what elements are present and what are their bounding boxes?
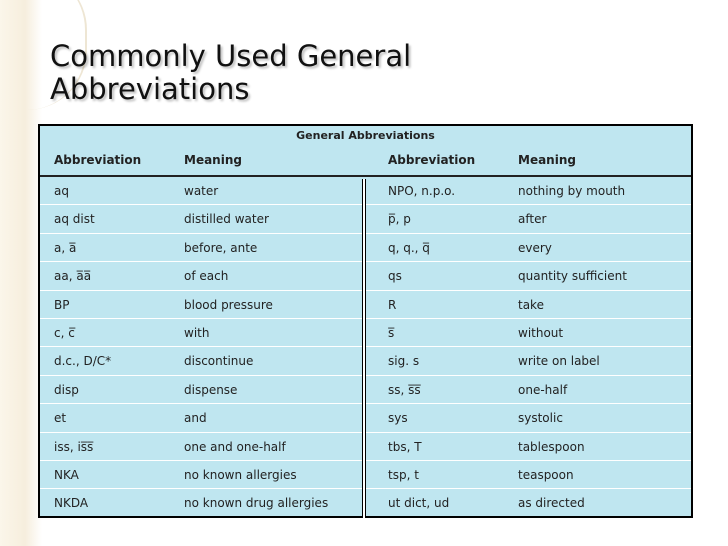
table-row xyxy=(366,376,691,404)
meaning-cell: of each xyxy=(184,269,229,284)
abbreviation-cell: R xyxy=(388,297,397,312)
meaning-cell: tablespoon xyxy=(518,439,585,454)
meaning-cell: no known allergies xyxy=(184,467,297,482)
abbreviation-cell: ss, s̅s̅ xyxy=(388,382,421,397)
abbreviation-cell: NPO, n.p.o. xyxy=(388,184,456,198)
table-row xyxy=(40,489,362,517)
table-row xyxy=(366,234,691,262)
abbreviation-cell: q, q., q̅ xyxy=(388,240,430,255)
table-body xyxy=(40,126,691,516)
table-row xyxy=(40,177,362,205)
table-left-half xyxy=(40,177,362,518)
abbreviation-cell: ut dict, ud xyxy=(388,496,450,511)
abbreviation-cell: BP xyxy=(54,297,70,312)
meaning-cell: distilled water xyxy=(184,212,269,227)
slide-title-line2: Abbreviations xyxy=(50,72,250,106)
meaning-cell: without xyxy=(518,325,564,340)
table-row xyxy=(366,262,691,290)
slide-title-line1: Commonly Used General xyxy=(50,39,412,73)
abbreviation-cell: sig. s xyxy=(388,354,420,369)
abbreviation-cell: s̅ xyxy=(388,325,395,340)
table-row xyxy=(366,347,691,375)
table-row xyxy=(366,205,691,233)
meaning-cell: blood pressure xyxy=(184,297,273,312)
table-row xyxy=(366,319,691,347)
meaning-cell: before, ante xyxy=(184,240,258,255)
abbreviation-cell: NKA xyxy=(54,467,79,482)
table-row xyxy=(40,404,362,432)
table-row xyxy=(40,319,362,347)
table-row xyxy=(40,262,362,290)
table-row xyxy=(40,433,362,461)
table-row xyxy=(40,234,362,262)
abbreviation-cell: aq xyxy=(54,184,69,198)
abbreviation-cell: c, c̅ xyxy=(54,325,75,340)
abbreviation-cell: tsp, t xyxy=(388,467,419,482)
meaning-cell: discontinue xyxy=(184,354,254,369)
abbreviations-table xyxy=(38,124,693,518)
abbreviation-cell: sys xyxy=(388,411,408,426)
abbreviation-cell: tbs, T xyxy=(388,439,422,454)
table-header-row xyxy=(40,146,691,177)
meaning-cell: dispense xyxy=(184,382,238,397)
table-row xyxy=(366,461,691,489)
meaning-cell: water xyxy=(184,184,219,198)
abbreviation-cell: aq dist xyxy=(54,212,95,227)
abbreviation-cell: et xyxy=(54,411,67,426)
abbreviation-cell: iss, is̅s̅ xyxy=(54,439,94,454)
meaning-cell: one-half xyxy=(518,382,568,397)
meaning-cell: one and one-half xyxy=(184,439,286,454)
table-row xyxy=(40,347,362,375)
table-row xyxy=(366,177,691,205)
meaning-cell: no known drug allergies xyxy=(184,496,329,511)
header-abbreviation-left: Abbreviation xyxy=(54,153,142,167)
table-caption: General Abbreviations xyxy=(296,129,435,142)
abbreviation-cell: aa, a̅a̅ xyxy=(54,269,92,284)
table-row xyxy=(40,461,362,489)
meaning-cell: and xyxy=(184,411,207,426)
table-row xyxy=(366,404,691,432)
meaning-cell: with xyxy=(184,325,210,340)
abbreviation-cell: NKDA xyxy=(54,496,89,511)
table-row xyxy=(40,205,362,233)
meaning-cell: write on label xyxy=(518,354,600,369)
meaning-cell: take xyxy=(518,297,544,312)
meaning-cell: after xyxy=(518,212,547,227)
meaning-cell: as directed xyxy=(518,496,585,511)
abbreviation-cell: a, a̅ xyxy=(54,240,77,255)
table-row xyxy=(40,291,362,319)
abbreviation-cell: disp xyxy=(54,382,79,397)
table-right-half xyxy=(366,177,691,518)
meaning-cell: teaspoon xyxy=(518,467,574,482)
meaning-cell: quantity sufficient xyxy=(518,269,627,284)
table-row xyxy=(366,489,691,517)
header-abbreviation-right: Abbreviation xyxy=(388,153,476,167)
table-row xyxy=(366,433,691,461)
meaning-cell: systolic xyxy=(518,411,563,426)
table-row xyxy=(40,376,362,404)
meaning-cell: nothing by mouth xyxy=(518,184,626,198)
abbreviation-cell: p̅, p xyxy=(388,212,411,227)
abbreviation-cell: d.c., D/C* xyxy=(54,354,112,369)
meaning-cell: every xyxy=(518,240,552,255)
table-row xyxy=(366,291,691,319)
header-meaning-left: Meaning xyxy=(184,153,242,167)
slide-title xyxy=(50,40,530,106)
abbreviation-cell: qs xyxy=(388,269,402,284)
header-meaning-right: Meaning xyxy=(518,153,576,167)
